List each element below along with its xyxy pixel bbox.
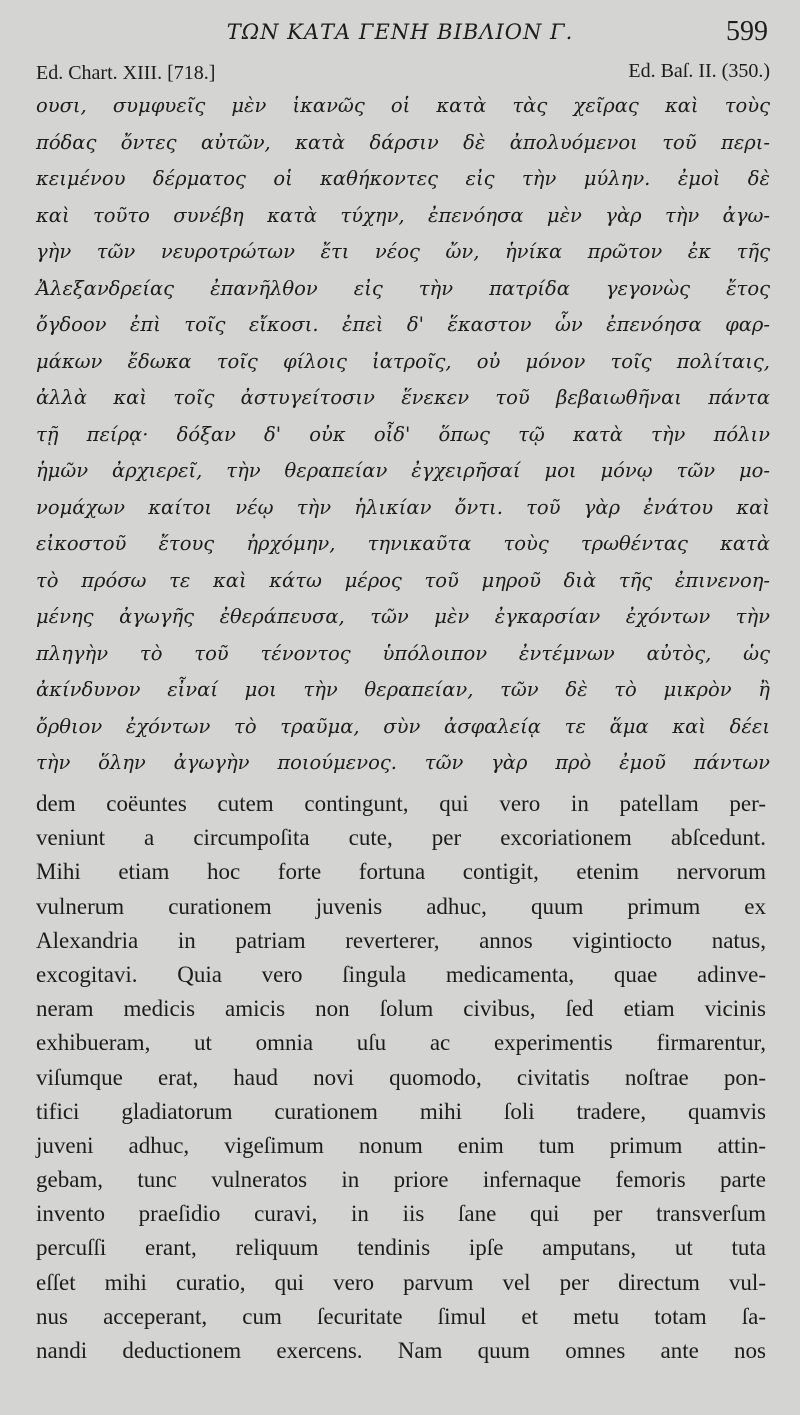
greek-text-line: καὶ τοῦτο συνέβη κατὰ τύχην, ἐπενόησα μὲν γὰρ τὴν ἀγω- <box>36 203 770 227</box>
page-number: 599 <box>726 16 768 47</box>
running-title: ΤΩΝ ΚΑΤΑ ΓΕΝΗ ΒΙΒΛΙΟΝ Γ. <box>226 20 574 44</box>
greek-text-line: ουσι, συμφυεῖς μὲν ἱκανῶς οἱ κατὰ τὰς χεῖρας καὶ τοὺς <box>36 94 770 117</box>
latin-text-line: Mihi etiam hoc forte fortuna contigit, etenim nervorum <box>36 859 766 885</box>
latin-text-column <box>36 787 766 1368</box>
latin-text-line: juveni adhuc, vigeſimum nonum enim tum primum attin- <box>36 1132 766 1158</box>
greek-text-line: ἡμῶν ἀρχιερεῖ, τὴν θεραπείαν ἐγχειρῆσαί μοι μόνῳ τῶν μο- <box>36 459 770 482</box>
latin-text-line: veniunt a circumpoſita cute, per excoriationem abſcedunt. <box>36 825 766 851</box>
greek-text-line: τῇ πείρᾳ· δόξαν δ' οὐκ οἶδ' ὅπως τῷ κατὰ τὴν πόλιν <box>36 422 770 446</box>
latin-text-line: dem coëuntes cutem contingunt, qui vero in patellam per- <box>36 791 766 816</box>
greek-text-line: νομάχων καίτοι νέῳ τὴν ἡλικίαν ὄντι. τοῦ γὰρ ἐνάτου καὶ <box>36 495 770 519</box>
latin-text-line: nandi deductionem exercens. Nam quum omnes ante nos <box>36 1338 766 1363</box>
latin-text-line: Alexandria in patriam reverterer, annos vigintiocto natus, <box>36 927 766 953</box>
greek-text-line: ὄγδοον ἐπὶ τοῖς εἴκοσι. ἐπεὶ δ' ἕκαστον ὧν ἐπενόησα φαρ- <box>36 313 770 336</box>
greek-text-line: πόδας ὄντες αὐτῶν, κατὰ δάρσιν δὲ ἀπολυόμενοι τοῦ περι- <box>36 130 770 154</box>
latin-text-line: invento praeſidio curavi, in iis ſane qui per transverſum <box>36 1201 766 1227</box>
latin-text-line: eſſet mihi curatio, qui vero parvum vel per directum vul- <box>36 1269 766 1295</box>
greek-text-line: τὴν ὅλην ἀγωγὴν ποιούμενος. τῶν γὰρ πρὸ ἐμοῦ πάντων <box>36 751 770 774</box>
greek-text-column <box>36 88 770 782</box>
greek-text-line: ὄρθιον ἐχόντων τὸ τραῦμα, σὺν ἀσφαλείᾳ τε ἅμα καὶ δέει <box>36 714 770 738</box>
greek-text-line: κειμένου δέρματος οἱ καθήκοντες εἰς τὴν μύλην. ἐμοὶ δὲ <box>36 167 770 190</box>
greek-text-line: πληγὴν τὸ τοῦ τένοντος ὑπόλοιπον ἐντέμνων αὐτὸς, ὡς <box>36 641 770 665</box>
latin-text-line: gebam, tunc vulneratos in priore infernaque femoris parte <box>36 1167 766 1193</box>
latin-text-line: tifici gladiatorum curationem mihi ſoli tradere, quamvis <box>36 1098 766 1124</box>
latin-text-line: percuſſi erant, reliquum tendinis ipſe amputans, ut tuta <box>36 1235 766 1261</box>
greek-text-line: Ἀλεξανδρείας ἐπανῆλθον εἰς τὴν πατρίδα γεγονὼς ἔτος <box>36 276 770 300</box>
latin-text-line: viſumque erat, haud novi quomodo, civitatis noſtrae pon- <box>36 1064 766 1090</box>
greek-text-line: ἀκίνδυνον εἶναί μοι τὴν θεραπείαν, τῶν δὲ τὸ μικρὸν ἢ <box>36 678 770 701</box>
latin-text-line: exhibueram, ut omnia uſu ac experimentis firmarentur, <box>36 1030 766 1056</box>
greek-text-line: μάκων ἔδωκα τοῖς φίλοις ἰατροῖς, οὐ μόνον τοῖς πολίταις, <box>36 349 770 373</box>
edition-reference-left: Ed. Chart. XIII. [718.] <box>36 62 216 84</box>
greek-text-line: ἀλλὰ καὶ τοῖς ἀστυγείτοσιν ἕνεκεν τοῦ βεβαιωθῆναι πάντα <box>36 386 770 409</box>
latin-text-line: nus acceperant, cum ſecuritate ſimul et metu totam ſa- <box>36 1303 766 1329</box>
edition-reference-right: Ed. Baſ. II. (350.) <box>628 60 770 82</box>
latin-text-line: excogitavi. Quia vero ſingula medicamenta, quae adinve- <box>36 961 766 987</box>
latin-text-line: neram medicis amicis non ſolum civibus, ſed etiam vicinis <box>36 996 766 1022</box>
greek-text-line: τὸ πρόσω τε καὶ κάτω μέρος τοῦ μηροῦ διὰ τῆς ἐπινενοη- <box>36 568 770 592</box>
greek-text-line: γὴν τῶν νευροτρώτων ἔτι νέος ὤν, ἡνίκα πρῶτον ἐκ τῆς <box>36 240 770 263</box>
greek-text-line: εἰκοστοῦ ἔτους ἠρχόμην, τηνικαῦτα τοὺς τρωθέντας κατὰ <box>36 532 770 555</box>
latin-text-line: vulnerum curationem juvenis adhuc, quum primum ex <box>36 893 766 919</box>
greek-text-line: μένης ἀγωγῆς ἐθεράπευσα, τῶν μὲν ἐγκαρσίαν ἐχόντων τὴν <box>36 605 770 628</box>
